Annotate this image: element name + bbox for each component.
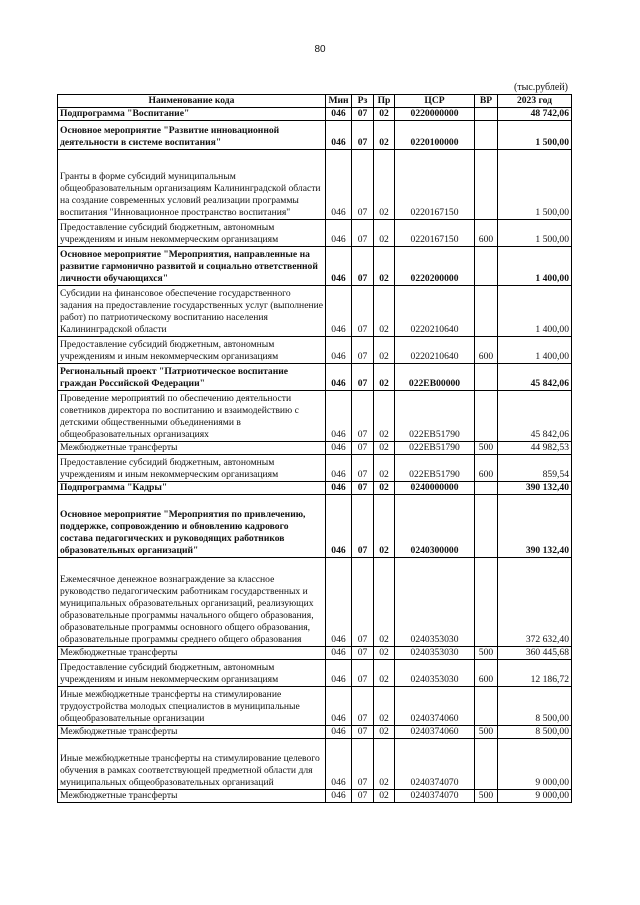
cell-vr: 600	[475, 659, 498, 686]
cell-min: 046	[326, 557, 352, 646]
cell-vr	[475, 557, 498, 646]
cell-pr: 02	[374, 725, 395, 738]
cell-sum: 8 500,00	[498, 686, 572, 725]
cell-vr	[475, 363, 498, 390]
table-row	[58, 659, 572, 686]
cell-rz: 07	[352, 659, 374, 686]
cell-min: 046	[326, 219, 352, 246]
cell-min: 046	[326, 285, 352, 336]
cell-csr: 0240353030	[395, 557, 475, 646]
cell-pr: 02	[374, 246, 395, 285]
cell-min: 046	[326, 738, 352, 789]
cell-sum: 372 632,40	[498, 557, 572, 646]
cell-csr: 0220000000	[395, 107, 475, 120]
cell-pr: 02	[374, 659, 395, 686]
column-header-csr: ЦСР	[395, 95, 475, 108]
table-row	[58, 120, 572, 149]
cell-min: 046	[326, 789, 352, 802]
cell-sum: 390 132,40	[498, 494, 572, 557]
table-row	[58, 646, 572, 659]
cell-sum: 44 982,53	[498, 441, 572, 454]
table-row	[58, 363, 572, 390]
cell-sum: 9 000,00	[498, 789, 572, 802]
table-row	[58, 686, 572, 725]
cell-vr	[475, 686, 498, 725]
table-row	[58, 454, 572, 481]
units-label: (тыс.рублей)	[513, 82, 568, 93]
table-row	[58, 738, 572, 789]
table-body	[58, 107, 572, 802]
cell-name: Ежемесячное денежное вознаграждение за классное руководство педагогическим работникам государственных и муниципальных образовательных организаций, реализующих образовательные программы начального общего образования, образовательные программы основного общего образования, образовательные программы среднего общего образования	[58, 557, 326, 646]
cell-vr: 500	[475, 441, 498, 454]
cell-vr	[475, 246, 498, 285]
cell-sum: 390 132,40	[498, 481, 572, 494]
table-row	[58, 336, 572, 363]
cell-rz: 07	[352, 789, 374, 802]
cell-pr: 02	[374, 107, 395, 120]
cell-sum: 9 000,00	[498, 738, 572, 789]
cell-vr	[475, 120, 498, 149]
cell-min: 046	[326, 336, 352, 363]
cell-csr: 0220167150	[395, 149, 475, 219]
cell-rz: 07	[352, 120, 374, 149]
cell-name: Субсидии на финансовое обеспечение государственного задания на предоставление государственных услуг (выполнение работ) по патриотическому воспитанию населения Калининградской области	[58, 285, 326, 336]
cell-rz: 07	[352, 336, 374, 363]
table-row	[58, 390, 572, 441]
cell-vr: 600	[475, 219, 498, 246]
cell-name: Проведение мероприятий по обеспечению деятельности советников директора по воспитанию и взаимодействию с детскими общественными объединениями в общеобразовательных организациях	[58, 390, 326, 441]
cell-min: 046	[326, 441, 352, 454]
cell-rz: 07	[352, 363, 374, 390]
cell-sum: 48 742,06	[498, 107, 572, 120]
cell-name: Региональный проект "Патриотическое воспитание граждан Российской Федерации"	[58, 363, 326, 390]
cell-vr: 600	[475, 336, 498, 363]
cell-min: 046	[326, 363, 352, 390]
cell-min: 046	[326, 481, 352, 494]
cell-name: Межбюджетные трансферты	[58, 789, 326, 802]
cell-csr: 0240300000	[395, 494, 475, 557]
cell-vr	[475, 285, 498, 336]
cell-name: Межбюджетные трансферты	[58, 725, 326, 738]
cell-min: 046	[326, 686, 352, 725]
cell-min: 046	[326, 494, 352, 557]
cell-min: 046	[326, 390, 352, 441]
cell-rz: 07	[352, 107, 374, 120]
cell-pr: 02	[374, 481, 395, 494]
column-header-year: 2023 год	[498, 95, 572, 108]
table-row	[58, 285, 572, 336]
cell-rz: 07	[352, 494, 374, 557]
cell-sum: 1 400,00	[498, 285, 572, 336]
cell-vr: 500	[475, 789, 498, 802]
cell-vr	[475, 738, 498, 789]
cell-name: Подпрограмма "Воспитание"	[58, 107, 326, 120]
cell-sum: 1 400,00	[498, 246, 572, 285]
cell-rz: 07	[352, 738, 374, 789]
cell-pr: 02	[374, 149, 395, 219]
cell-sum: 45 842,06	[498, 363, 572, 390]
cell-csr: 0240353030	[395, 646, 475, 659]
cell-rz: 07	[352, 219, 374, 246]
cell-sum: 1 500,00	[498, 219, 572, 246]
cell-vr: 600	[475, 454, 498, 481]
table-row	[58, 107, 572, 120]
cell-rz: 07	[352, 725, 374, 738]
cell-min: 046	[326, 646, 352, 659]
cell-vr	[475, 149, 498, 219]
cell-sum: 859,54	[498, 454, 572, 481]
cell-rz: 07	[352, 441, 374, 454]
cell-sum: 45 842,06	[498, 390, 572, 441]
cell-pr: 02	[374, 789, 395, 802]
cell-name: Предоставление субсидий бюджетным, автономным учреждениям и иным некоммерческим организациям	[58, 336, 326, 363]
cell-min: 046	[326, 454, 352, 481]
cell-pr: 02	[374, 390, 395, 441]
cell-pr: 02	[374, 219, 395, 246]
table-row	[58, 441, 572, 454]
column-header-pr: Пр	[374, 95, 395, 108]
cell-rz: 07	[352, 149, 374, 219]
cell-name: Иные межбюджетные трансферты на стимулирование целевого обучения в рамках соответствующей предметной области для муниципальных общеобразовательных организаций	[58, 738, 326, 789]
cell-pr: 02	[374, 494, 395, 557]
cell-csr: 0240353030	[395, 659, 475, 686]
cell-sum: 1 400,00	[498, 336, 572, 363]
cell-sum: 360 445,68	[498, 646, 572, 659]
cell-rz: 07	[352, 557, 374, 646]
table-row	[58, 725, 572, 738]
cell-min: 046	[326, 659, 352, 686]
table-row	[58, 246, 572, 285]
cell-name: Межбюджетные трансферты	[58, 646, 326, 659]
cell-csr: 022EB00000	[395, 363, 475, 390]
table-row	[58, 219, 572, 246]
cell-name: Предоставление субсидий бюджетным, автономным учреждениям и иным некоммерческим организациям	[58, 219, 326, 246]
cell-min: 046	[326, 725, 352, 738]
cell-csr: 022EB51790	[395, 390, 475, 441]
cell-pr: 02	[374, 557, 395, 646]
table-row	[58, 149, 572, 219]
cell-sum: 1 500,00	[498, 149, 572, 219]
cell-min: 046	[326, 149, 352, 219]
table-row	[58, 481, 572, 494]
cell-min: 046	[326, 120, 352, 149]
cell-name: Межбюджетные трансферты	[58, 441, 326, 454]
cell-pr: 02	[374, 336, 395, 363]
column-header-vr: ВР	[475, 95, 498, 108]
table-row	[58, 494, 572, 557]
cell-sum: 8 500,00	[498, 725, 572, 738]
cell-pr: 02	[374, 454, 395, 481]
cell-name: Иные межбюджетные трансферты на стимулирование трудоустройства молодых специалистов в муниципальные общеобразовательные организации	[58, 686, 326, 725]
cell-vr: 500	[475, 725, 498, 738]
cell-name: Предоставление субсидий бюджетным, автономным учреждениям и иным некоммерческим организациям	[58, 659, 326, 686]
cell-csr: 0240000000	[395, 481, 475, 494]
cell-pr: 02	[374, 285, 395, 336]
cell-pr: 02	[374, 738, 395, 789]
cell-vr	[475, 481, 498, 494]
cell-min: 046	[326, 107, 352, 120]
cell-csr: 0240374060	[395, 686, 475, 725]
cell-name: Предоставление субсидий бюджетным, автономным учреждениям и иным некоммерческим организациям	[58, 454, 326, 481]
cell-name: Основное мероприятие "Мероприятия, направленные на развитие гармонично развитой и социально ответственной личности обучающихся"	[58, 246, 326, 285]
cell-csr: 0220100000	[395, 120, 475, 149]
column-header-name: Наименование кода	[58, 95, 326, 108]
cell-name: Гранты в форме субсидий муниципальным общеобразовательным организациям Калининградской области на создание современных условий реализации программы воспитания "Инновационное пространство воспитания"	[58, 149, 326, 219]
cell-pr: 02	[374, 686, 395, 725]
cell-rz: 07	[352, 246, 374, 285]
cell-csr: 022EB51790	[395, 454, 475, 481]
cell-sum: 1 500,00	[498, 120, 572, 149]
cell-min: 046	[326, 246, 352, 285]
cell-name: Основное мероприятие "Развитие инновационной деятельности в системе воспитания"	[58, 120, 326, 149]
cell-vr	[475, 107, 498, 120]
cell-pr: 02	[374, 363, 395, 390]
cell-csr: 0240374070	[395, 738, 475, 789]
cell-rz: 07	[352, 285, 374, 336]
cell-rz: 07	[352, 646, 374, 659]
cell-csr: 0240374070	[395, 789, 475, 802]
cell-vr	[475, 390, 498, 441]
cell-name: Подпрограмма "Кадры"	[58, 481, 326, 494]
cell-csr: 0220167150	[395, 219, 475, 246]
cell-vr	[475, 494, 498, 557]
page-number: 80	[314, 44, 326, 55]
cell-csr: 0220200000	[395, 246, 475, 285]
cell-csr: 0240374060	[395, 725, 475, 738]
cell-rz: 07	[352, 481, 374, 494]
cell-vr: 500	[475, 646, 498, 659]
table-header-row	[58, 95, 572, 108]
table-row	[58, 557, 572, 646]
cell-rz: 07	[352, 390, 374, 441]
cell-name: Основное мероприятие "Мероприятия по привлечению, поддержке, сопровождению и обновлению кадрового состава педагогических и руководящих работников образовательных организаций"	[58, 494, 326, 557]
cell-csr: 0220210640	[395, 336, 475, 363]
cell-csr: 022EB51790	[395, 441, 475, 454]
cell-rz: 07	[352, 454, 374, 481]
column-header-min: Мин	[326, 95, 352, 108]
cell-pr: 02	[374, 120, 395, 149]
column-header-rz: Рз	[352, 95, 374, 108]
table-row	[58, 789, 572, 802]
cell-sum: 12 186,72	[498, 659, 572, 686]
budget-table	[57, 94, 572, 803]
cell-pr: 02	[374, 441, 395, 454]
cell-rz: 07	[352, 686, 374, 725]
cell-csr: 0220210640	[395, 285, 475, 336]
cell-pr: 02	[374, 646, 395, 659]
